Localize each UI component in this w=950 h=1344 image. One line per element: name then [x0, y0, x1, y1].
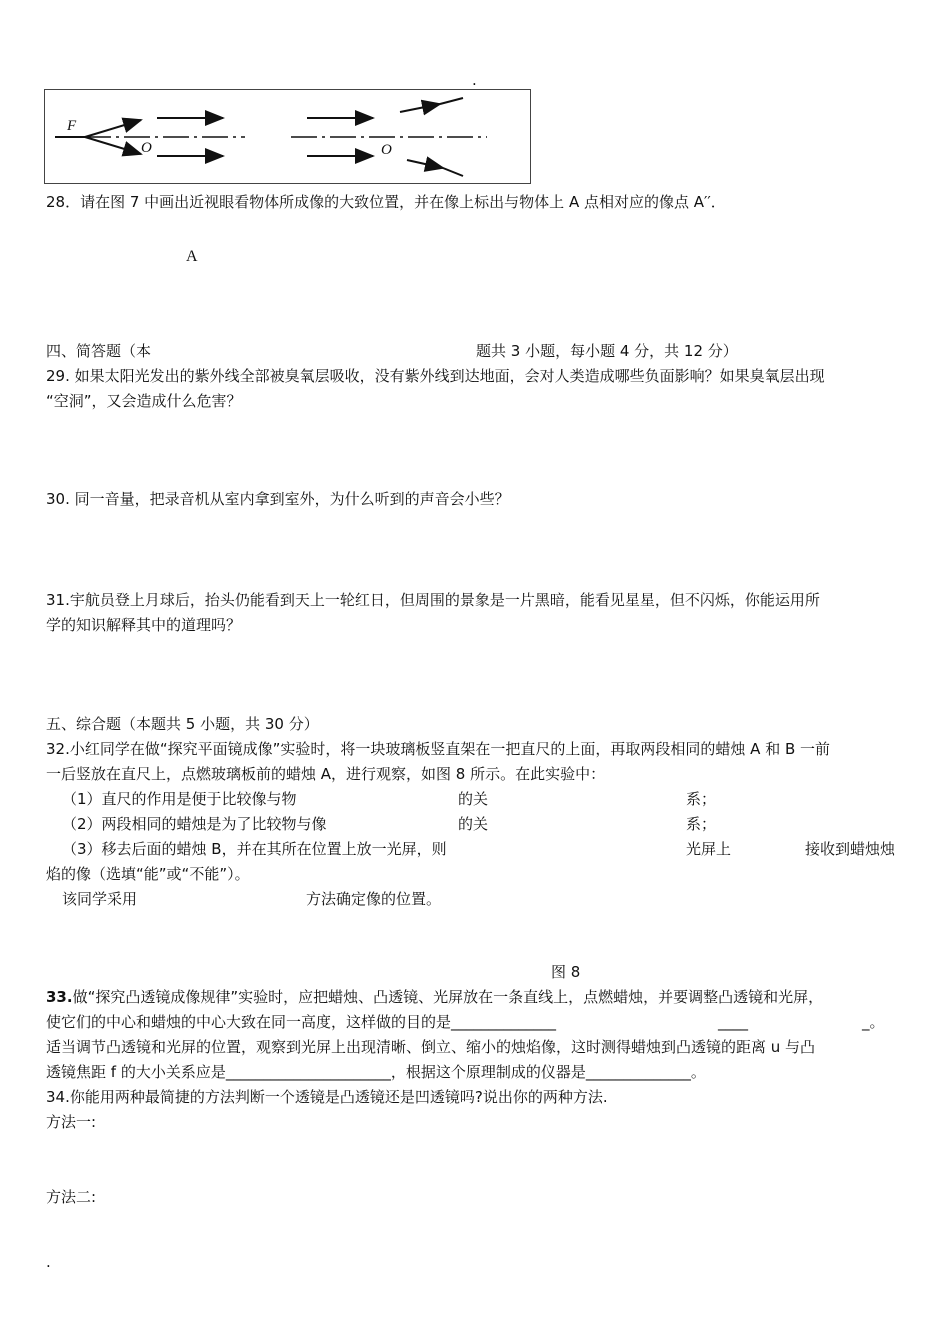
question-31-line2: 学的知识解释其中的道理吗？ [46, 616, 242, 634]
question-32-item3-line2: 焰的像（选填“能”或“不能”）。 [46, 865, 250, 883]
question-30: 30. 同一音量，把录音机从室内拿到室外，为什么听到的声音会小些？ [46, 490, 510, 508]
ray-left-lower [85, 137, 141, 154]
section-4-heading-right: 题共 3 小题，每小题 4 分，共 12 分） [476, 342, 738, 360]
label-f: F [67, 118, 77, 134]
question-32-item3-c: 接收到蜡烛烛 [805, 840, 896, 858]
point-a-label: A [186, 248, 198, 265]
section-4-heading-left: 四、简答题（本 [46, 342, 152, 360]
ray-right-out-upper-arrow [400, 104, 440, 112]
question-29-line1: 29. 如果太阳光发出的紫外线全部被臭氧层吸收，没有紫外线到达地面，会对人类造成哪些负面影响？如果臭氧层出现 [46, 367, 825, 385]
section-5-heading: 五、综合题（本题共 5 小题，共 30 分） [46, 715, 319, 733]
page-dot-top: . [472, 71, 477, 89]
question-33-number: 33. [46, 988, 73, 1006]
question-33-line1 [46, 987, 823, 1007]
question-33-line3: 适当调节凸透镜和光屏的位置，观察到光屏上出现清晰、倒立、缩小的烛焰像，这时测得蜡烛到凸透镜的距离 u 与凸 [46, 1038, 816, 1056]
question-32-item2-b: 的关 [458, 815, 489, 833]
question-33-line2-c: _。 [862, 1013, 885, 1031]
ray-right-out-lower-tail [443, 168, 463, 176]
question-33-line1-text: 做“探究凸透镜成像规律”实验时，应把蜡烛、凸透镜、光屏放在一条直线上，点燃蜡烛，并要调整凸透镜和光屏， [72, 988, 824, 1006]
question-32-item2-a: （2）两段相同的蜡烛是为了比较物与像 [62, 815, 327, 833]
question-34: 34.你能用两种最简捷的方法判断一个透镜是凸透镜还是凹透镜吗?说出你的两种方法. [46, 1088, 608, 1106]
question-32-item3-a: （3）移去后面的蜡烛 B，并在其所在位置上放一光屏，则 [62, 840, 447, 858]
question-32-line2: 一后竖放在直尺上，点燃玻璃板前的蜡烛 A，进行观察，如图 8 所示。在此实验中： [46, 765, 606, 783]
lens-diagram-svg [45, 90, 532, 185]
lens-diagram [44, 89, 531, 184]
question-32-method-a: 该同学采用 [62, 890, 138, 908]
question-32-item2-c: 系； [686, 815, 717, 833]
method-1-label: 方法一: [46, 1113, 97, 1131]
question-31-line1: 31.宇航员登上月球后，抬头仍能看到天上一轮红日，但周围的景象是一片黑暗，能看见星星，但不闪烁，你能运用所 [46, 591, 820, 609]
question-32-item1-a: （1）直尺的作用是便于比较像与物 [62, 790, 297, 808]
question-29-line2: “空洞”，又会造成什么危害？ [46, 392, 242, 410]
ray-left-upper [85, 120, 141, 137]
question-33-line2-a: 使它们的中心和蜡烛的中心大致在同一高度，这样做的目的是______________ [46, 1013, 557, 1031]
question-28: 28．请在图 7 中画出近视眼看物体所成像的大致位置，并在像上标出与物体上 A 点相对应的像点 A′′． [46, 193, 726, 211]
question-32-item1-c: 系； [686, 790, 717, 808]
method-2-label: 方法二: [46, 1188, 97, 1206]
label-o-right: O [381, 142, 392, 158]
label-o-left: O [141, 140, 152, 156]
page-dot-bottom: . [46, 1253, 51, 1271]
question-32-item3-b: 光屏上 [686, 840, 732, 858]
question-33-line2-b: ____ [718, 1013, 748, 1031]
question-33-line4: 透镜焦距 f 的大小关系应是______________________，根据这个原理制成的仪器是______________。 [46, 1063, 706, 1081]
ray-right-out-lower-arrow [407, 160, 443, 168]
ray-right-out-upper-tail [440, 98, 463, 104]
question-32-item1-b: 的关 [458, 790, 489, 808]
figure-8-label: 图 8 [551, 963, 581, 981]
question-32-line1: 32.小红同学在做“探究平面镜成像”实验时，将一块玻璃板竖直架在一把直尺的上面，再取两段相同的蜡烛 A 和 B 一前 [46, 740, 831, 758]
question-32-method-b: 方法确定像的位置。 [306, 890, 442, 908]
